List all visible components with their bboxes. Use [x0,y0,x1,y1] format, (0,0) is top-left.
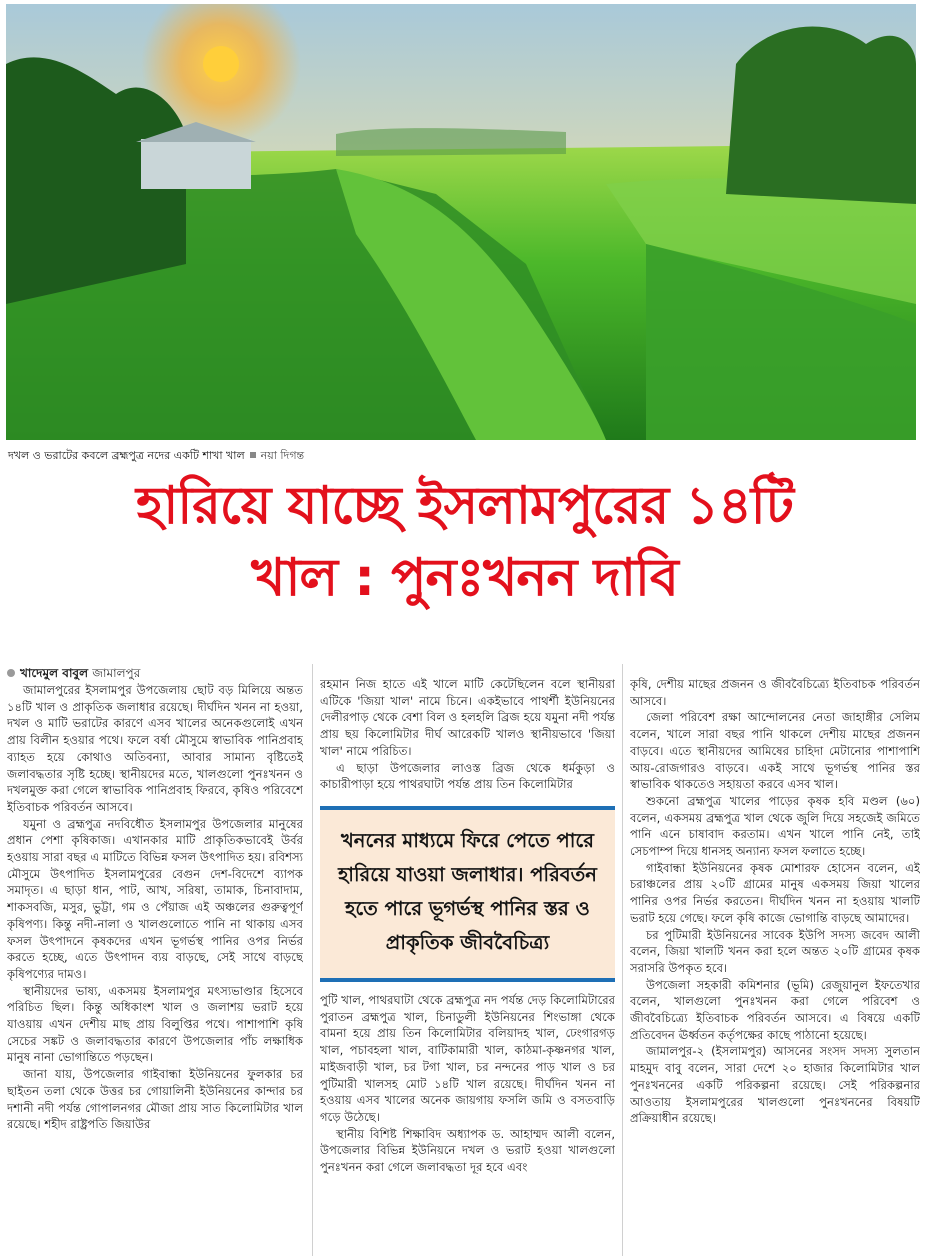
article-column-3 [630,676,920,1256]
paragraph: জামালপুর-২ (ইসলামপুর) আসনের সংসদ সদস্য সুলতান মাহমুদ বাবু বলেন, সারা দেশে ২০ হাজার কিলোমিটার খাল পুনঃখননের একটি পরিকল্পনা রয়েছে। সেই পরিকল্পনার আওতায় ইসলামপুরের খালগুলো পুনঃখননের বিষয়টি প্রক্রিয়াধীন রয়েছে। [630,1044,920,1126]
headline-line-2: খাল : পুনঃখনন দাবি [251,548,678,608]
paragraph: রহমান নিজ হাতে এই খালে মাটি কেটেছিলেন বলে স্থানীয়রা এটিকে 'জিয়া খাল' নামে চিনে। একইভাবে পাথর্শী ইউনিয়নের দেলীরপাড় থেকে বেশা বিল ও হলহলি ব্রিজ হয়ে যমুনা নদী পর্যন্ত প্রায় ছয় কিলোমিটার দীর্ঘ আরেকটি খালও স্থানীয়ভাবে 'জিয়া খাল' নামে পরিচিত। [320,677,615,758]
byline [7,665,303,682]
paragraph: জানা যায়, উপজেলার গাইবান্ধা ইউনিয়নের ফুলকার চর ছাইতন তলা থেকে উত্তর চর গোয়ালিনী ইউনিয়নের কান্দার চর দশানী নদী পর্যন্ত গোপালনগর মৌজা প্রায় সাত কিলোমিটার খাল রয়েছে। শহীদ রাষ্ট্রপতি জিয়াউর [7,1067,303,1132]
pull-quote-text: খননের মাধ্যমে ফিরে পেতে পারে হারিয়ে যাওয়া জলাধার। পরিবর্তন হতে পারে ভূগর্ভস্থ পানির স্তর ও প্রাকৃতিক জীববৈচিত্র্য [338,829,597,954]
canal-photo [6,4,916,440]
byline-bullet-icon [7,669,15,677]
paragraph: স্থানীয় বিশিষ্ট শিক্ষাবিদ অধ্যাপক ড. আহাম্মদ আলী বলেন, উপজেলার বিভিন্ন ইউনিয়নে দখল ও ভরাট হওয়া খালগুলো পুনঃখনন করা গেলে জলাবদ্ধতা দূর হবে এবং [320,1126,615,1175]
photo-caption [8,449,304,463]
headline [0,470,929,614]
paragraph: পুটি খাল, পাথরঘাটা থেকে ব্রহ্মপুত্র নদ পর্যন্ত দেড় কিলোমিটারের পুরাতন ব্রহ্মপুত্র খাল, চিনাডুলী ইউনিয়নের শিংভাঙ্গা থেকে বামনা হয়ে প্রায় তিন কিলোমিটার বলিয়াদহ খাল, ঢেংগারগড় খাল, পচাবহলা খাল, বাটিকামারী খাল, কাঠমা-কৃষ্ণনগর খাল, মাইজবাড়ী খাল, চর টগা খাল, চর নন্দনের পাড় খাল ও চর পুটিমারী খালসহ মোট ১৪টি খাল রয়েছে। দীর্ঘদিন খনন না হওয়ায় এসব খালের অনেক জায়গায় ফসলি জমি ও বসতবাড়ি গড়ে উঠেছে। [320,993,615,1124]
paragraph: এ ছাড়া উপজেলার লাওস্ত ব্রিজ থেকে ধর্মকুড়া ও কাচারীপাড়া হয়ে পাথরঘাটা পর্যন্ত প্রায় তিন কিলোমিটার [320,760,615,792]
article-column-2-top [320,676,615,798]
caption-separator-icon [250,452,256,458]
paragraph: চর পুটিমারী ইউনিয়নের সাবেক ইউপি সদস্য জবেদ আলী বলেন, জিয়া খালটি খনন করা হলে অন্তত ২০টি গ্রামের কৃষক সরাসরি উপকৃত হবে। [630,927,920,975]
photo-credit: নয়া দিগন্ত [260,449,305,462]
column-divider [622,664,623,1256]
paragraph: গাইবান্ধা ইউনিয়নের কৃষক মোশারফ হোসেন বলেন, এই চরাঞ্চলের প্রায় ২০টি গ্রামের মানুষ একসময় জিয়া খালের পানির ওপর নির্ভর করতেন। দীর্ঘদিন খনন না হওয়ায় খালটি ভরাট হয়ে গেছে। ফলে কৃষি কাজে ভোগান্তি বাড়ছে আমাদের। [630,860,920,925]
headline-line-1: হারিয়ে যাচ্ছে ইসলামপুরের ১৪টি [135,476,794,536]
paragraph: উপজেলা সহকারী কমিশনার (ভূমি) রেজুয়ানুল ইফতেখার বলেন, খালগুলো পুনঃখনন করা গেলে পরিবেশ ও জীববৈচিত্র্যে ইতিবাচক পরিবর্তন আসবে। এ বিষয়ে একটি প্রতিবেদন ঊর্ধ্বতন কর্তৃপক্ষের কাছে পাঠানো হয়েছে। [630,977,920,1042]
author-name: খাদেমুল বাবুল [20,666,89,680]
canal-landscape-image [6,4,916,440]
article-column-2-bottom [320,992,615,1256]
column-divider [312,664,313,1256]
paragraph: কৃষি, দেশীয় মাছের প্রজনন ও জীববৈচিত্র্যে ইতিবাচক পরিবর্তন আসবে। [630,677,920,708]
author-location: জামালপুর [92,666,141,680]
paragraph: স্থানীয়দের ভাষ্য, একসময় ইসলামপুর মৎস্যভাণ্ডার হিসেবে পরিচিত ছিল। কিন্তু অধিকাংশ খাল ও জলাশয় ভরাট হয়ে যাওয়ায় এখন দেশীয় মাছ প্রায় বিলুপ্তির পথে। পাশাপাশি কৃষি সেচের সঙ্কট ও জলাবদ্ধতার কারণে উপজেলার পাঁচ লক্ষাধিক মানুষ নানা ভোগান্তিতে পড়ছেন। [7,983,303,1065]
caption-text: দখল ও ভরাটের কবলে ব্রহ্মপুত্র নদের একটি শাখা খাল [8,449,245,462]
paragraph: শুকনো ব্রহ্মপুত্র খালের পাড়ের কৃষক হবি মণ্ডল (৬০) বলেন, একসময় ব্রহ্মপুত্র খাল থেকে জুলি দিয়ে সহজেই জমিতে পানি এনে চাষাবাদ করতাম। এখন খালে পানি নেই, তাই সেচপাম্প দিয়ে ধানসহ অন্যান্য ফসল ফলাতে হচ্ছে। [630,793,920,859]
paragraph: জামালপুরের ইসলামপুর উপজেলায় ছোট বড় মিলিয়ে অন্তত ১৪টি খাল ও প্রাকৃতিক জলাধার রয়েছে। দীর্ঘদিন খনন না হওয়া, দখল ও মাটি ভরাটের কারণে এসব খালের অনেকগুলোই এখন প্রায় বিলীন হওয়ার পথে। ফলে বর্ষা মৌসুমে স্বাভাবিক পানিপ্রবাহ ব্যাহত হয়ে কোথাও অতিবন্যা, আবার সামান্য বৃষ্টিতেই জলাবদ্ধতার সৃষ্টি হচ্ছে। স্থানীয়দের মতে, খালগুলো পুনঃখনন ও দখলমুক্ত করা গেলে স্বাভাবিক পানিপ্রবাহ ফিরবে, কৃষিও পরিবেশে ইতিবাচক পরিবর্তন আসবে। [7,683,303,814]
pull-quote [320,806,615,982]
article-column-1 [7,665,303,1257]
paragraph: জেলা পরিবেশ রক্ষা আন্দোলনের নেতা জাহাঙ্গীর সেলিম বলেন, খালে সারা বছর পানি থাকলে দেশীয় মাছের প্রজনন বাড়বে। এতে স্থানীয়দের আমিষের চাহিদা মেটানোর পাশাপাশি আয়-রোজগারও বাড়বে। একই সাথে ভূগর্ভস্থ পানির স্তর স্বাভাবিক থাকতেও সহায়তা করবে এসব খাল। [630,710,920,792]
paragraph: যমুনা ও ব্রহ্মপুত্র নদবিধৌত ইসলামপুর উপজেলার মানুষের প্রধান পেশা কৃষিকাজ। এখানকার মাটি প্রাকৃতিকভাবেই উর্বর হওয়ায় সারা বছর এ মাটিতে বিভিন্ন ফসল উৎপাদিত হয়। রবিশস্য মৌসুমে উৎপাদিত ইসলামপুরের বেগুন দেশ-বিদেশে ব্যাপক সমাদৃত। এ ছাড়া ধান, পাট, আখ, সরিষা, তামাক, চিনাবাদাম, শাকসবজি, মসুর, ভুট্টা, গম ও পেঁয়াজ এই অঞ্চলের গুরুত্বপূর্ণ কৃষিপণ্য। কিন্তু নদী-নালা ও খালগুলোতে পানি না থাকায় এসব ফসল উৎপাদনে কৃষকদের এখন ভূগর্ভস্থ পানির ওপর নির্ভর করতে হচ্ছে, এতে উৎপাদন ব্যয় বাড়ছে, সেই সাথে বাড়ছে কৃষিপণ্যের দামও। [7,816,303,981]
